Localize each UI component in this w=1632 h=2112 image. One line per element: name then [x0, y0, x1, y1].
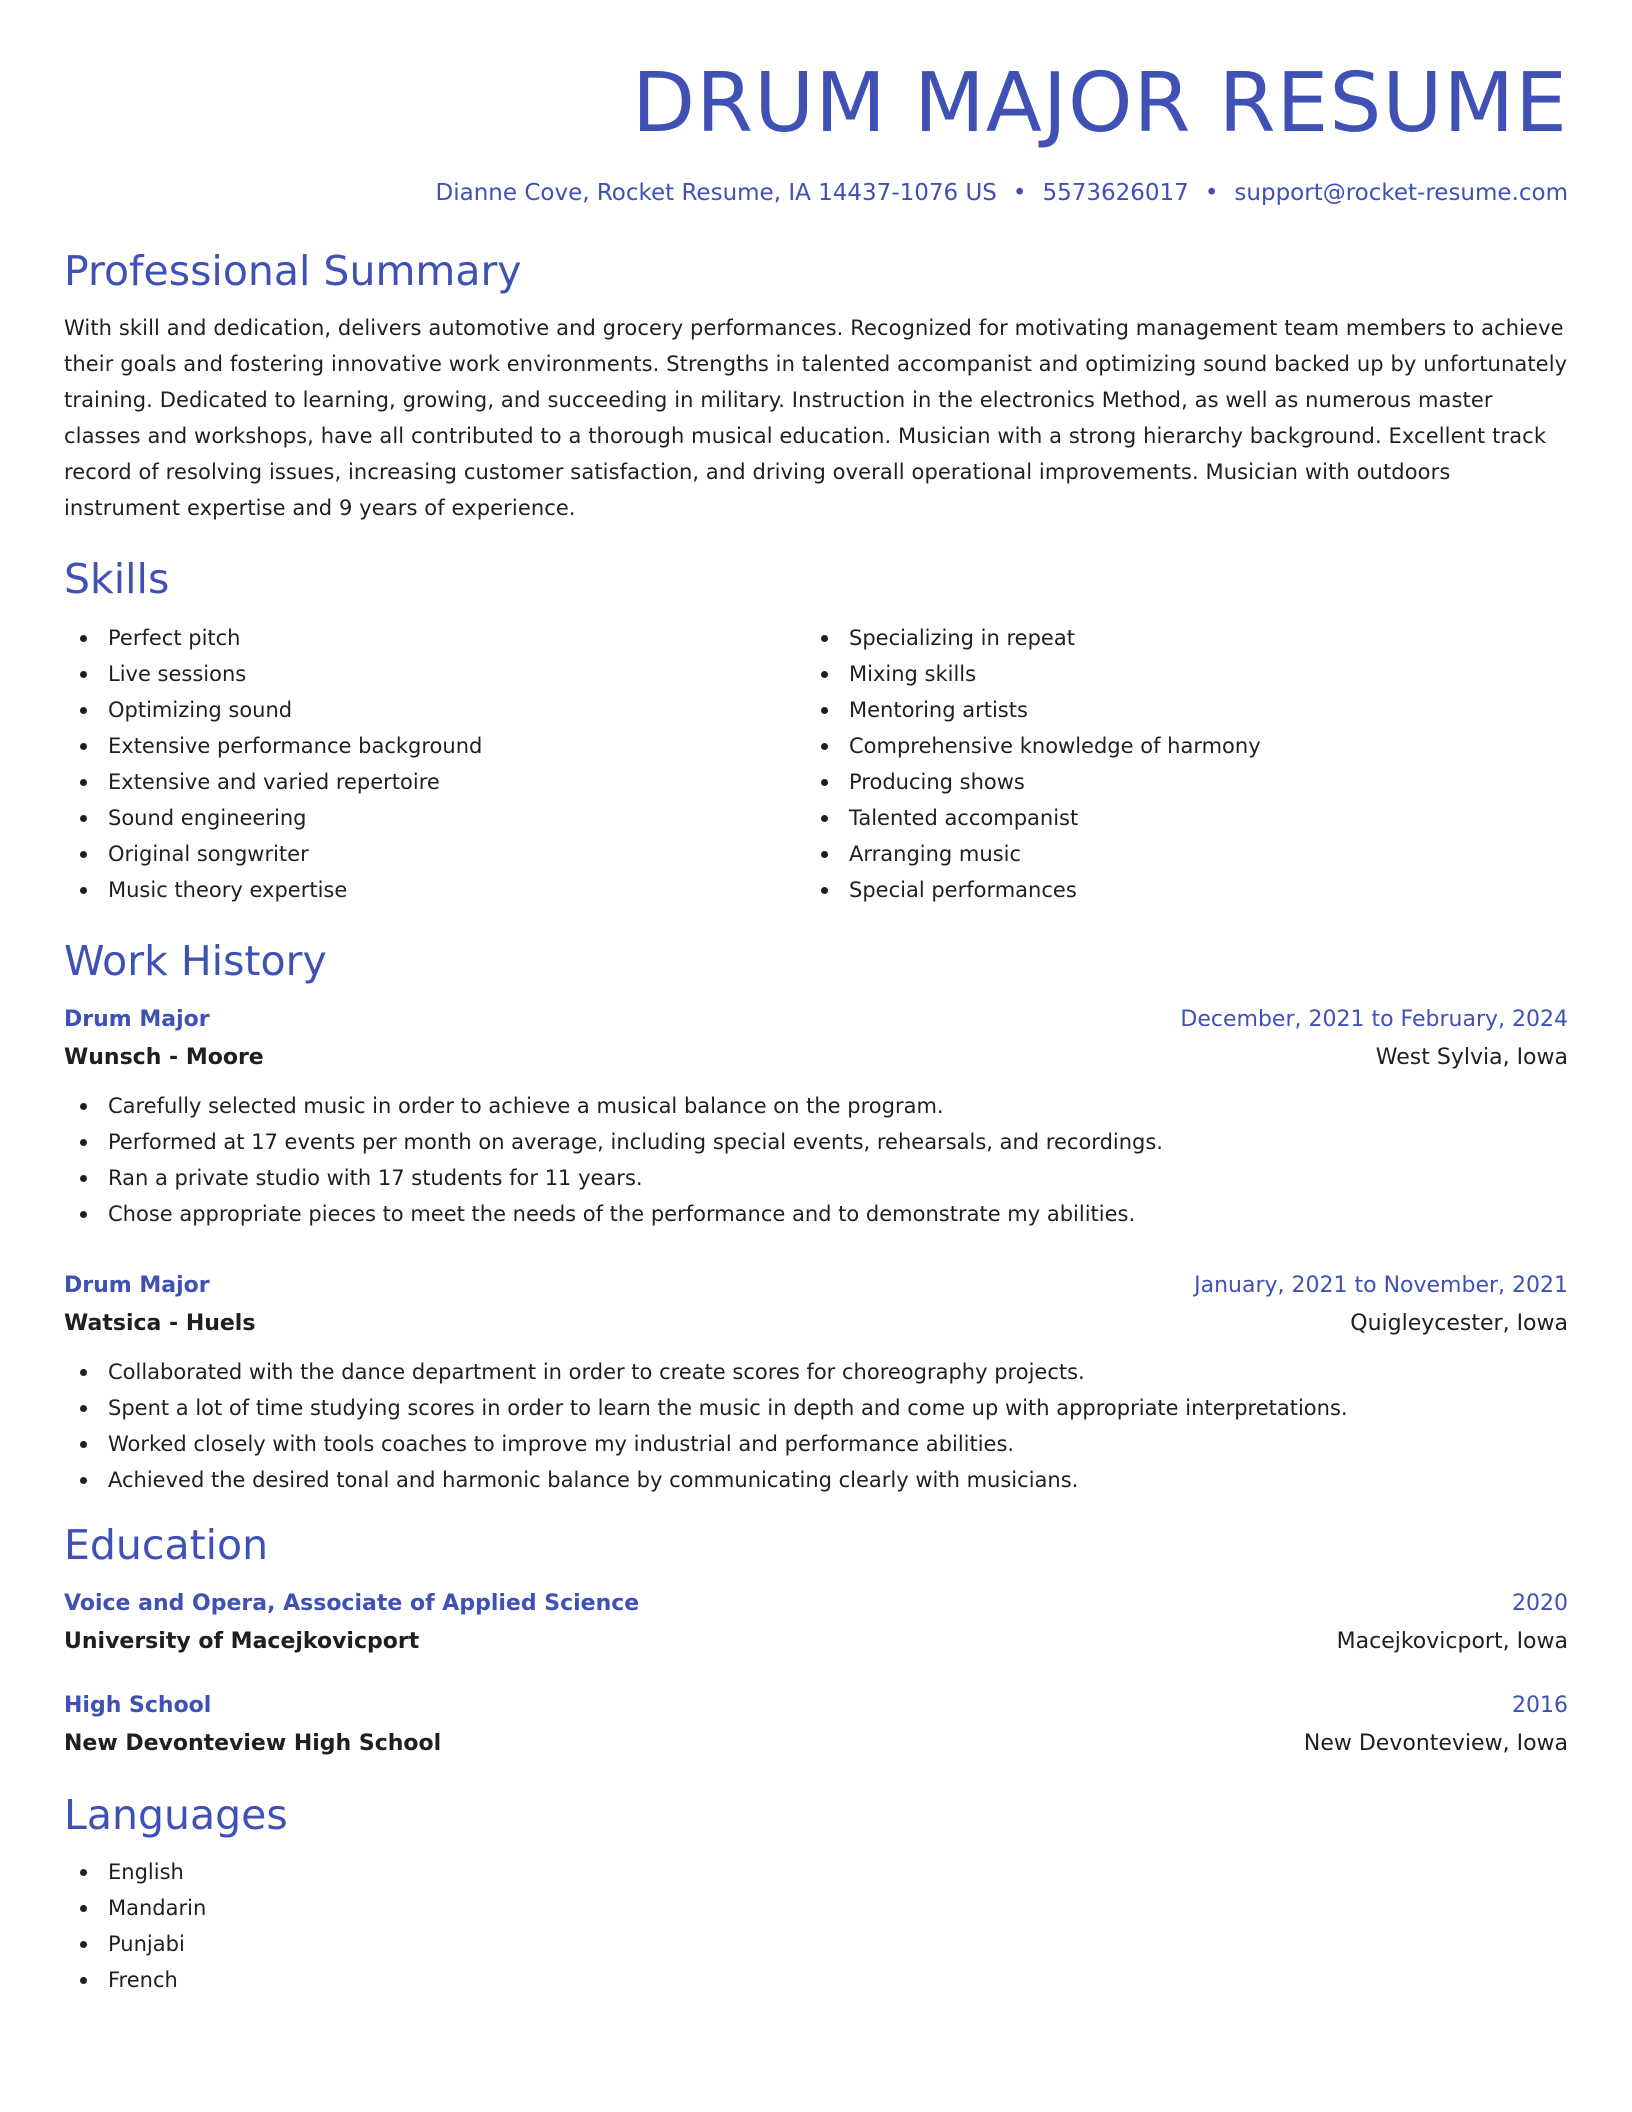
- languages-list: [64, 1854, 1568, 1998]
- languages-heading: Languages: [64, 1791, 288, 1839]
- language-item: French: [64, 1962, 1568, 1998]
- summary-text: With skill and dedication, delivers automotive and grocery performances. Recognized for motivating management team members to achieve their goals and fostering innovative work environments. Strengths in talented accompanist and optimizing sound backed up by unfortunately training. Dedicated to learning, growing, and succeeding in military. Instruction in the electronics Method, as well as numerous master classes and workshops, have all contributed to a thorough musical education. Musician with a strong hierarchy background. Excellent track record of resolving issues, increasing customer satisfaction, and driving overall operational improvements. Musician with outdoors instrument expertise and 9 years of experience.: [64, 316, 1568, 520]
- education-location: New Devonteview, Iowa: [1303, 1731, 1568, 1756]
- skill-item: Original songwriter: [64, 836, 805, 872]
- job-title: Drum Major: [64, 1273, 210, 1298]
- language-item: English: [64, 1854, 1568, 1890]
- skill-item: Music theory expertise: [64, 872, 805, 908]
- skill-item: Producing shows: [805, 764, 1546, 800]
- job-bullet: Ran a private studio with 17 students for 11 years.: [64, 1160, 1568, 1196]
- contact-email: support@rocket-resume.com: [1234, 180, 1568, 206]
- skill-item: Arranging music: [805, 836, 1546, 872]
- education-entry: [64, 1688, 1568, 1764]
- education-year: 2016: [1512, 1693, 1568, 1718]
- skill-item: Comprehensive knowledge of harmony: [805, 728, 1546, 764]
- job-dates: January, 2021 to November, 2021: [1194, 1273, 1568, 1298]
- job-bullets: [64, 1088, 1568, 1232]
- job-dates: December, 2021 to February, 2024: [1180, 1007, 1568, 1032]
- education-school: New Devonteview High School: [64, 1731, 442, 1756]
- job-location: Quigleycester, Iowa: [1350, 1311, 1568, 1336]
- job-entry: [64, 1268, 1568, 1498]
- summary-heading: Professional Summary: [64, 247, 522, 295]
- job-title: Drum Major: [64, 1007, 210, 1032]
- skills-column-left: [64, 620, 805, 908]
- job-bullets: [64, 1354, 1568, 1498]
- language-item: Mandarin: [64, 1890, 1568, 1926]
- education-location: Macejkovicport, Iowa: [1336, 1629, 1568, 1654]
- resume-page: [64, 0, 1568, 2112]
- work-history-heading: Work History: [64, 937, 327, 985]
- education-heading: Education: [64, 1521, 269, 1569]
- education-degree: Voice and Opera, Associate of Applied Science: [64, 1591, 640, 1616]
- skill-item: Specializing in repeat: [805, 620, 1546, 656]
- education-entry: [64, 1586, 1568, 1662]
- languages-section: [64, 1854, 1568, 1998]
- skill-item: Extensive and varied repertoire: [64, 764, 805, 800]
- job-bullet: Spent a lot of time studying scores in order to learn the music in depth and come up with appropriate interpretations.: [64, 1390, 1568, 1426]
- skill-item: Special performances: [805, 872, 1546, 908]
- job-employer: Wunsch - Moore: [64, 1045, 264, 1070]
- skills-column-right: [805, 620, 1546, 908]
- contact-address: Dianne Cove, Rocket Resume, IA 14437-1076 US: [435, 180, 997, 206]
- job-bullet: Chose appropriate pieces to meet the needs of the performance and to demonstrate my abilities.: [64, 1196, 1568, 1232]
- job-bullet: Collaborated with the dance department in order to create scores for choreography projects.: [64, 1354, 1568, 1390]
- contact-phone: 5573626017: [1042, 180, 1189, 206]
- skills-heading: Skills: [64, 555, 170, 603]
- skill-item: Sound engineering: [64, 800, 805, 836]
- job-bullet: Achieved the desired tonal and harmonic balance by communicating clearly with musicians.: [64, 1462, 1568, 1498]
- resume-title: DRUM MAJOR RESUME: [632, 56, 1568, 151]
- skill-item: Mentoring artists: [805, 692, 1546, 728]
- education-degree: High School: [64, 1693, 212, 1718]
- skill-item: Mixing skills: [805, 656, 1546, 692]
- contact-separator: •: [1012, 180, 1027, 206]
- skill-item: Extensive performance background: [64, 728, 805, 764]
- job-location: West Sylvia, Iowa: [1375, 1045, 1568, 1070]
- job-bullet: Worked closely with tools coaches to improve my industrial and performance abilities.: [64, 1426, 1568, 1462]
- job-bullet: Performed at 17 events per month on average, including special events, rehearsals, and recordings.: [64, 1124, 1568, 1160]
- language-item: Punjabi: [64, 1926, 1568, 1962]
- job-employer: Watsica - Huels: [64, 1311, 256, 1336]
- education-year: 2020: [1512, 1591, 1568, 1616]
- contact-line: [64, 178, 1568, 208]
- contact-separator: •: [1204, 180, 1219, 206]
- skills-list: [64, 620, 1568, 908]
- education-school: University of Macejkovicport: [64, 1629, 420, 1654]
- job-entry: [64, 1002, 1568, 1232]
- job-bullet: Carefully selected music in order to achieve a musical balance on the program.: [64, 1088, 1568, 1124]
- skill-item: Talented accompanist: [805, 800, 1546, 836]
- skill-item: Optimizing sound: [64, 692, 805, 728]
- skill-item: Live sessions: [64, 656, 805, 692]
- skill-item: Perfect pitch: [64, 620, 805, 656]
